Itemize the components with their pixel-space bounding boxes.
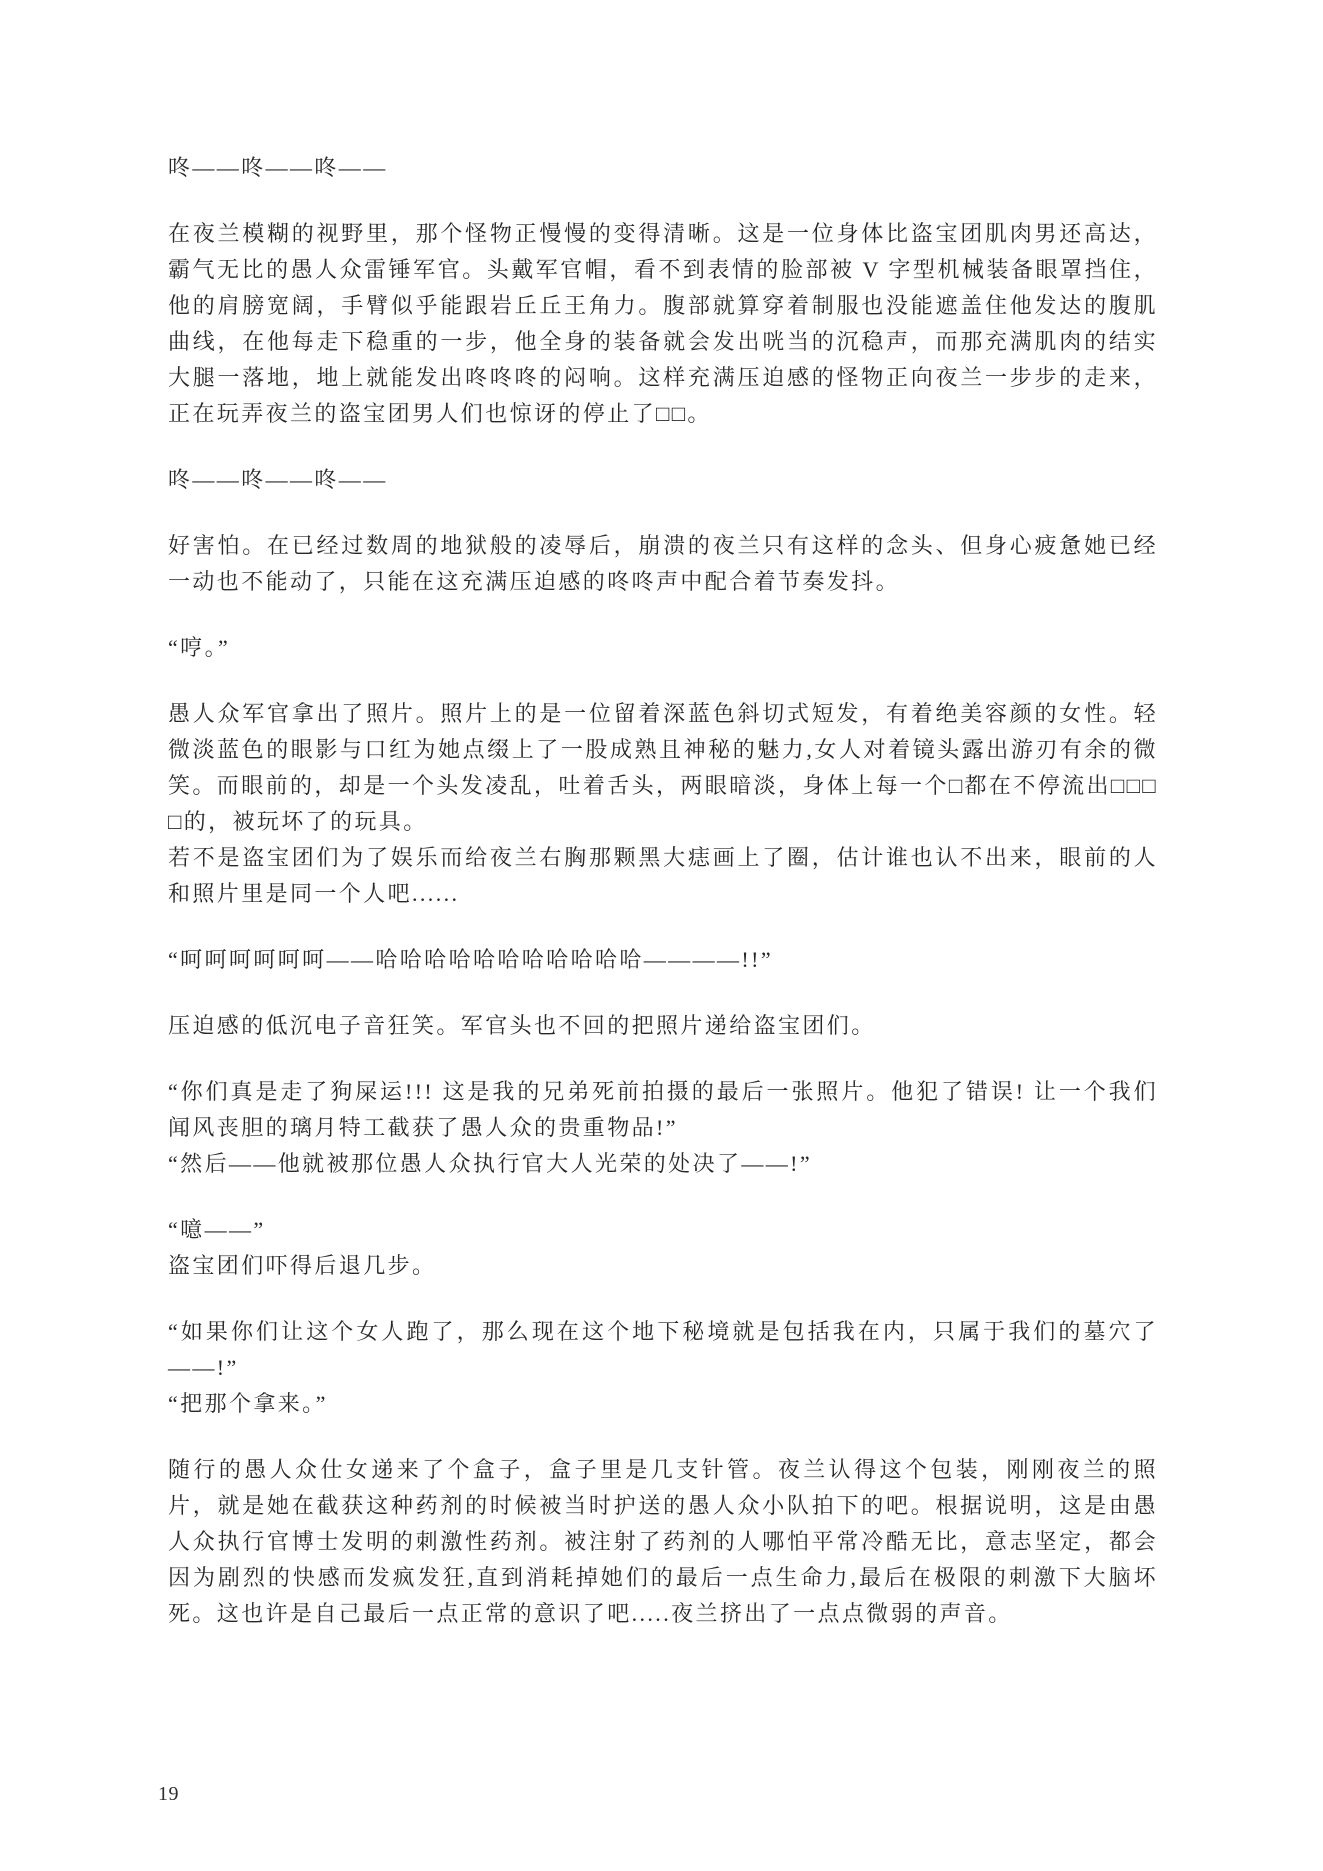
text-block: [168, 1008, 1158, 1044]
paragraph: 盗宝团们吓得后退几步。: [168, 1253, 437, 1278]
paragraph: “噫——”: [168, 1217, 266, 1242]
paragraph: “你们真是走了狗屎运!!! 这是我的兄弟死前拍摄的最后一张照片。他犯了错误! 让一个我们闻风丧胆的璃月特工截获了愚人众的贵重物品!”: [168, 1079, 1159, 1140]
text-block: [168, 528, 1158, 600]
text-block: [168, 1212, 1158, 1284]
document-body: [168, 150, 1158, 1662]
paragraph: 愚人众军官拿出了照片。照片上的是一位留着深蓝色斜切式短发，有着绝美容颜的女性。轻微淡蓝色的眼影与口红为她点缀上了一股成熟且神秘的魅力,女人对着镜头露出游刃有余的微笑。而眼前的，却是一个头发凌乱，吐着舌头，两眼暗淡，身体上每一个□都在不停流出□□□□的，被玩坏了的玩具。: [168, 701, 1158, 834]
text-block: [168, 1452, 1158, 1632]
paragraph: “呵呵呵呵呵呵——哈哈哈哈哈哈哈哈哈哈哈————!!”: [168, 947, 773, 972]
text-block: [168, 1074, 1158, 1182]
text-block: [168, 150, 1158, 186]
text-block: [168, 630, 1158, 666]
paragraph: 随行的愚人众仕女递来了个盒子，盒子里是几支针管。夜兰认得这个包装，刚刚夜兰的照片，就是她在截获这种药剂的时候被当时护送的愚人众小队拍下的吧。根据说明，这是由愚人众执行官博士发明的刺激性药剂。被注射了药剂的人哪怕平常冷酷无比，意志坚定，都会因为剧烈的快感而发疯发狂,直到消耗掉她们的最后一点生命力,最后在极限的刺激下大脑坏死。这也许是自己最后一点正常的意识了吧.....夜兰挤出了一点点微弱的声音。: [168, 1457, 1158, 1626]
paragraph: 咚——咚——咚——: [168, 467, 388, 492]
text-block: [168, 216, 1158, 432]
paragraph: 压迫感的低沉电子音狂笑。军官头也不回的把照片递给盗宝团们。: [168, 1013, 876, 1038]
text-block: [168, 942, 1158, 978]
paragraph: “然后——他就被那位愚人众执行官大人光荣的处决了——!”: [168, 1151, 813, 1176]
paragraph: 若不是盗宝团们为了娱乐而给夜兰右胸那颗黑大痣画上了圈，估计谁也认不出来，眼前的人和照片里是同一个人吧......: [168, 845, 1158, 906]
text-block: [168, 462, 1158, 498]
paragraph: “把那个拿来。”: [168, 1391, 328, 1416]
text-block: [168, 696, 1158, 912]
paragraph: “哼。”: [168, 635, 231, 660]
paragraph: “如果你们让这个女人跑了，那么现在这个地下秘境就是包括我在内，只属于我们的墓穴了——!”: [168, 1319, 1158, 1380]
paragraph: 在夜兰模糊的视野里，那个怪物正慢慢的变得清晰。这是一位身体比盗宝团肌肉男还高达，霸气无比的愚人众雷锤军官。头戴军官帽，看不到表情的脸部被 V 字型机械装备眼罩挡住，他的肩膀宽阔，手臂似乎能跟岩丘丘王角力。腹部就算穿着制服也没能遮盖住他发达的腹肌曲线，在他每走下稳重的一步，他全身的装备就会发出咣当的沉稳声，而那充满肌肉的结实大腿一落地，地上就能发出咚咚咚的闷响。这样充满压迫感的怪物正向夜兰一步步的走来，正在玩弄夜兰的盗宝团男人们也惊讶的停止了□□。: [168, 221, 1158, 426]
page-number: 19: [158, 1783, 179, 1805]
paragraph: 好害怕。在已经过数周的地狱般的凌辱后，崩溃的夜兰只有这样的念头、但身心疲惫她已经一动也不能动了，只能在这充满压迫感的咚咚声中配合着节奏发抖。: [168, 533, 1158, 594]
text-block: [168, 1314, 1158, 1422]
paragraph: 咚——咚——咚——: [168, 155, 388, 180]
